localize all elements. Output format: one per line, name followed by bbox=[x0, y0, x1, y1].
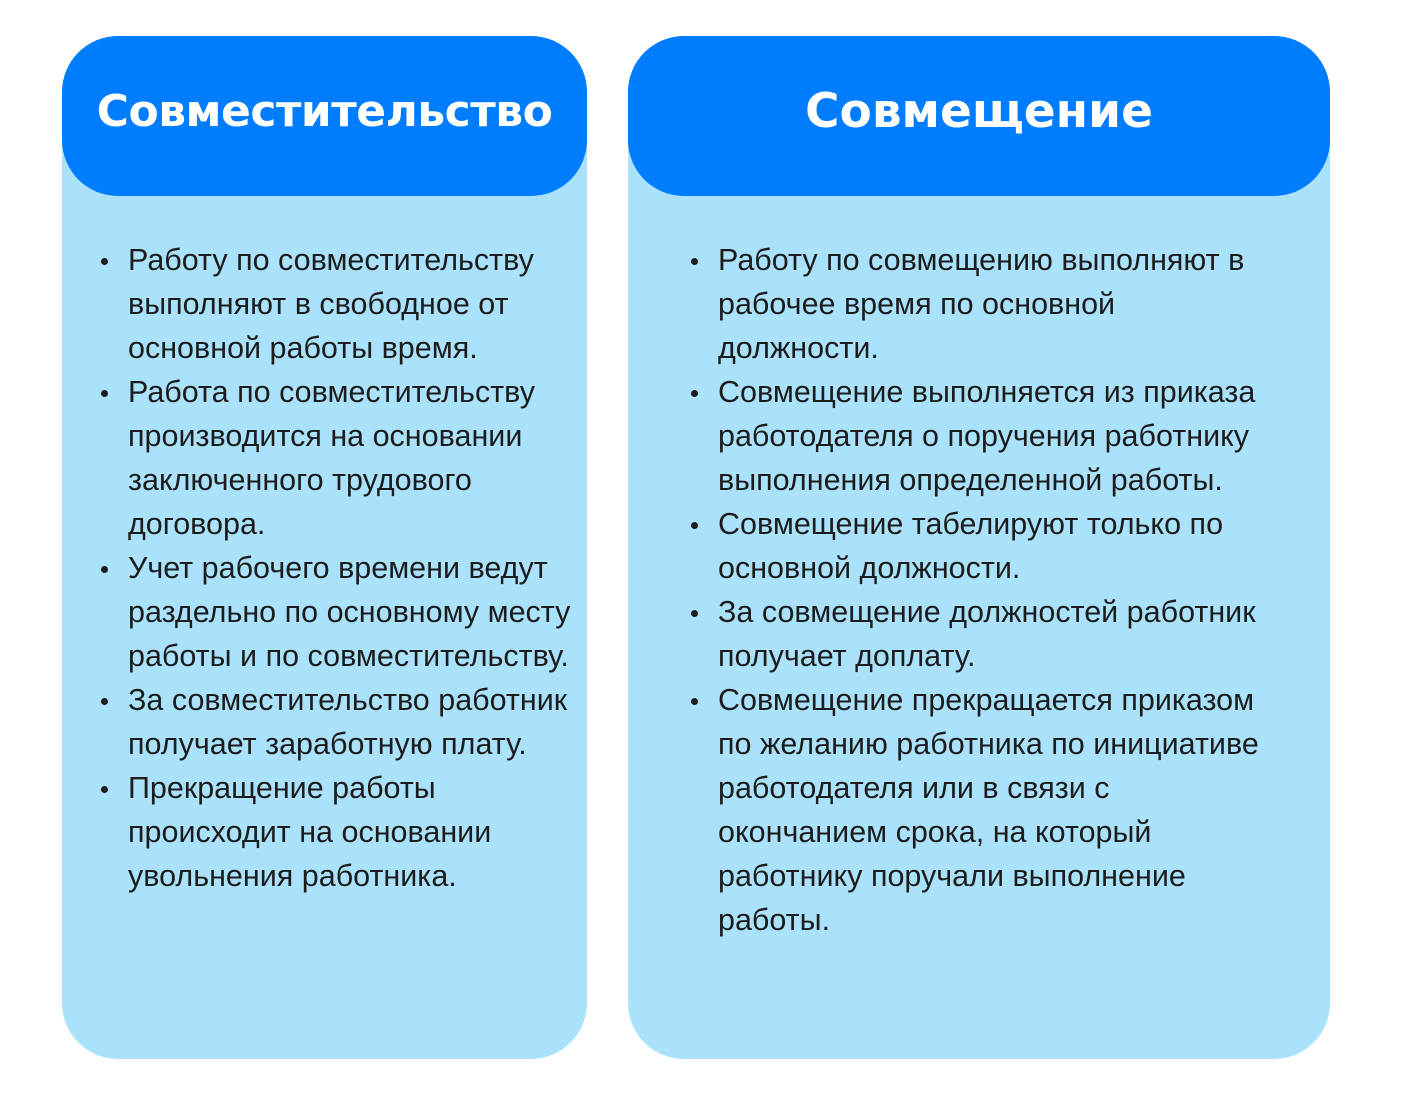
bullet-list-part-time bbox=[128, 238, 578, 898]
list-item: За совместительство работник получает заработную плату. bbox=[128, 678, 578, 766]
list-item: Совмещение табелируют только по основной должности. bbox=[718, 502, 1278, 590]
bullet-list-combination bbox=[718, 238, 1278, 942]
list-item: Совмещение прекращается приказом по желанию работника по инициативе работодателя или в связи с окончанием срока, на который работнику поручали выполнение работы. bbox=[718, 678, 1278, 942]
list-item: Работа по совместительству производится на основании заключенного трудового договора. bbox=[128, 370, 578, 546]
card-part-time bbox=[62, 36, 587, 1059]
list-item: Совмещение выполняется из приказа работодателя о поручения работнику выполнения определенной работы. bbox=[718, 370, 1278, 502]
list-item: Учет рабочего времени ведут раздельно по основному месту работы и по совместительству. bbox=[128, 546, 578, 678]
list-item: Прекращение работы происходит на основании увольнения работника. bbox=[128, 766, 578, 898]
card-title-combination: Совмещение bbox=[628, 36, 1330, 196]
list-item: Работу по совмещению выполняют в рабочее время по основной должности. bbox=[718, 238, 1278, 370]
card-title-part-time: Совместительство bbox=[62, 36, 587, 196]
list-item: За совмещение должностей работник получает доплату. bbox=[718, 590, 1278, 678]
card-combination bbox=[628, 36, 1330, 1059]
list-item: Работу по совместительству выполняют в свободное от основной работы время. bbox=[128, 238, 578, 370]
